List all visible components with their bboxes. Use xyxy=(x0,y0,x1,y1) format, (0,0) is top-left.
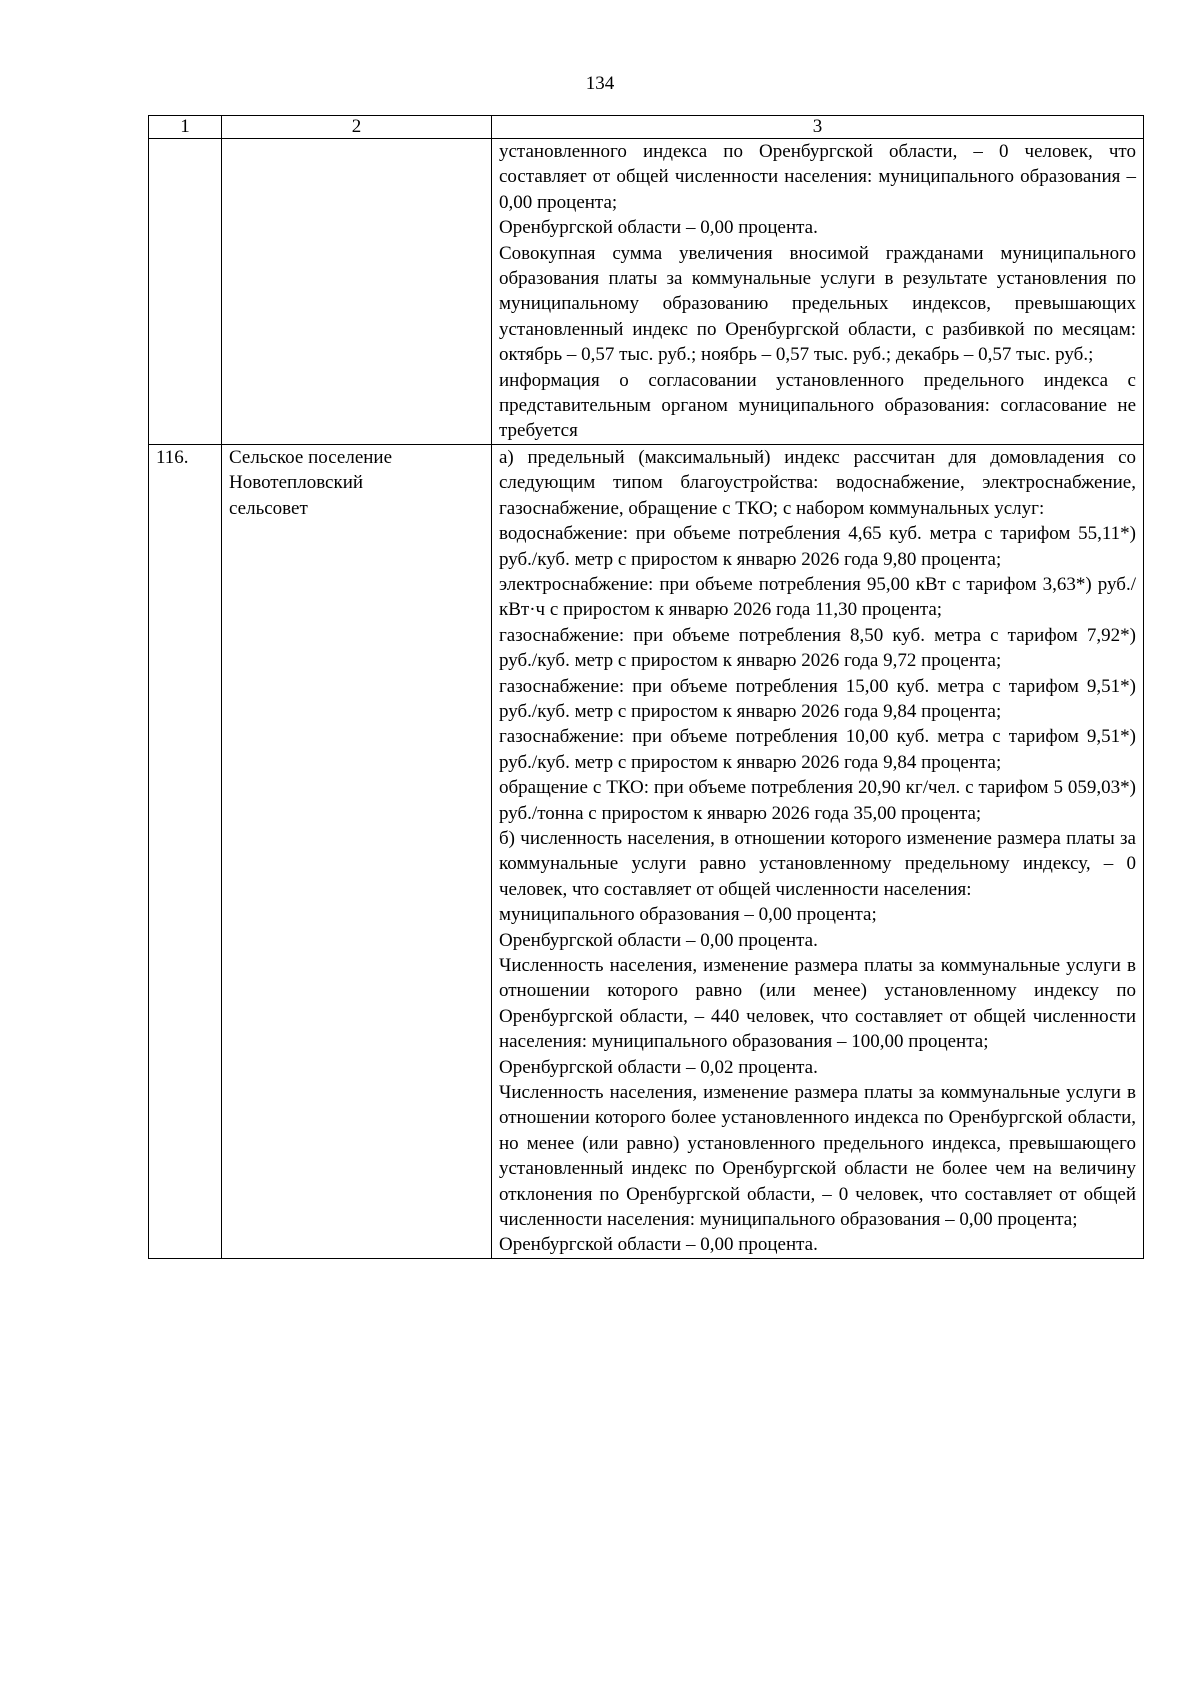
paragraph: Оренбургской области – 0,00 процента. xyxy=(499,929,818,951)
paragraph: обращение с ТКО: при объеме потребления 20,90 кг/чел. с тарифом 5 059,03*) руб./тонна с приростом к январю 2026 года 35,00 процента; xyxy=(499,777,1136,824)
column-header-1: 1 xyxy=(149,116,222,139)
paragraph: установленного индекса по Оренбургской области, – 0 человек, что составляет от общей численности населения: муниципального образования – 0,00 процента; xyxy=(499,141,1136,213)
paragraph: электроснабжение: при объеме потребления 95,00 кВт с тарифом 3,63*) руб./кВт·ч с приростом к январю 2026 года 11,30 процента; xyxy=(499,573,1136,621)
paragraph: водоснабжение: при объеме потребления 4,65 куб. метра с тарифом 55,11*) руб./куб. метр с приростом к январю 2026 года 9,80 процента; xyxy=(499,523,1136,570)
paragraph: Оренбургской области – 0,02 процента. xyxy=(499,1056,818,1078)
paragraph: газоснабжение: при объеме потребления 10,00 куб. метра с тарифом 9,51*) руб./куб. метр с приростом к январю 2026 года 9,84 процента; xyxy=(499,726,1136,773)
paragraph: информация о согласовании установленного предельного индекса с представительным органом муниципального образования: согласование не требуется xyxy=(499,369,1136,442)
settlement-name-line: Сельское поселение xyxy=(229,446,393,468)
row-number-cell: 116. xyxy=(149,444,222,1258)
indices-description-cell xyxy=(492,139,1144,445)
row-number-cell xyxy=(149,139,222,445)
paragraph: Совокупная сумма увеличения вносимой гражданами муниципального образования платы за коммунальные услуги в результате установления по муниципальному образованию предельных индексов, превышающих установленный индекс по Оренбургской области, с разбивкой по месяцам: октябрь – 0,57 тыс. руб.; ноябрь – 0,57 тыс. руб.; декабрь – 0,57 тыс. руб.; xyxy=(499,242,1136,366)
paragraph: газоснабжение: при объеме потребления 8,50 куб. метра с тарифом 7,92*) руб./куб. метр с приростом к январю 2026 года 9,72 процента; xyxy=(499,624,1136,672)
paragraph: муниципального образования – 0,00 процента; xyxy=(499,904,877,926)
settlement-name-line: Новотепловский xyxy=(229,472,364,494)
settlement-name-cell xyxy=(222,444,492,1258)
indices-description-cell xyxy=(492,444,1144,1258)
paragraph: Оренбургской области – 0,00 процента. xyxy=(499,217,818,239)
paragraph: а) предельный (максимальный) индекс рассчитан для домовладения со следующим типом благоустройства: водоснабжение, электроснабжение, газоснабжение, обращение с ТКО; с набором коммунальных услуг: xyxy=(499,446,1136,519)
paragraph: газоснабжение: при объеме потребления 15,00 куб. метра с тарифом 9,51*) руб./куб. метр с приростом к январю 2026 года 9,84 процента; xyxy=(499,675,1136,722)
paragraph: Численность населения, изменение размера платы за коммунальные услуги в отношении которого равно (или менее) установленному индексу по Оренбургской области, – 440 человек, что составляет от общей численности населения: муниципального образования – 100,00 процента; xyxy=(499,955,1136,1053)
table-header-row xyxy=(149,116,1144,139)
settlement-name-line: сельсовет xyxy=(229,497,308,519)
column-header-2: 2 xyxy=(222,116,492,139)
table-row-116 xyxy=(149,444,1144,1258)
page-number: 134 xyxy=(585,73,615,94)
paragraph: Численность населения, изменение размера платы за коммунальные услуги в отношении которого более установленного индекса по Оренбургской области, но менее (или равно) установленного предельного индекса, превышающего установленный индекс по Оренбургской области не более чем на величину отклонения по Оренбургской области, – 0 человек, что составляет от общей численности населения: муниципального образования – 0,00 процента; xyxy=(499,1082,1136,1231)
table-row-continued xyxy=(149,139,1144,445)
document-table xyxy=(148,115,1144,1259)
settlement-name-cell xyxy=(222,139,492,445)
paragraph: Оренбургской области – 0,00 процента. xyxy=(499,1234,818,1256)
column-header-3: 3 xyxy=(492,116,1144,139)
paragraph: б) численность населения, в отношении которого изменение размера платы за коммунальные услуги равно установленному предельному индексу, – 0 человек, что составляет от общей численности населения: xyxy=(499,827,1136,900)
